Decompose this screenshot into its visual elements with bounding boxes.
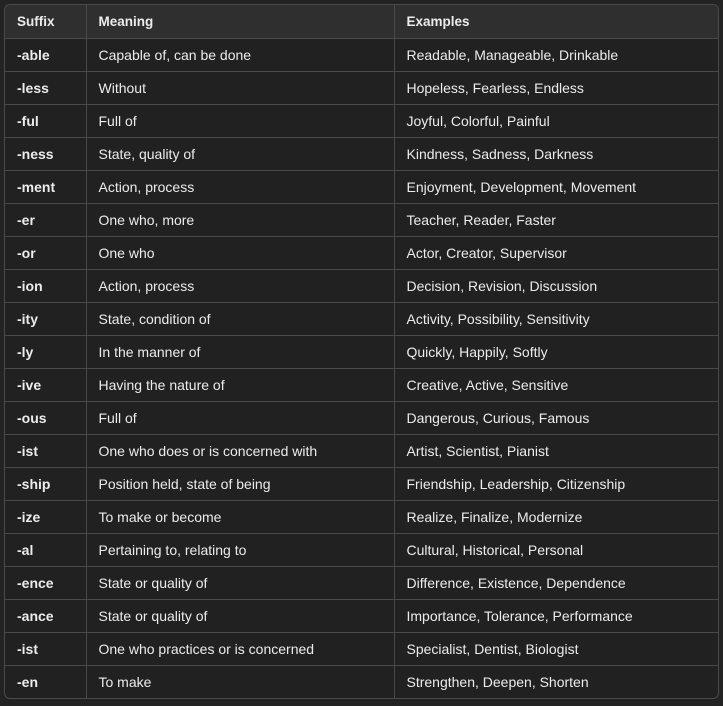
cell-meaning: One who practices or is concerned bbox=[86, 633, 394, 666]
header-examples: Examples bbox=[394, 5, 718, 39]
cell-suffix: -ful bbox=[5, 105, 86, 138]
cell-examples: Teacher, Reader, Faster bbox=[394, 204, 718, 237]
cell-meaning: Without bbox=[86, 72, 394, 105]
cell-examples: Readable, Manageable, Drinkable bbox=[394, 39, 718, 72]
cell-examples: Importance, Tolerance, Performance bbox=[394, 600, 718, 633]
table-row bbox=[5, 39, 718, 72]
cell-examples: Realize, Finalize, Modernize bbox=[394, 501, 718, 534]
header-row bbox=[5, 5, 718, 39]
table-row bbox=[5, 633, 718, 666]
table-row bbox=[5, 72, 718, 105]
cell-suffix: -ist bbox=[5, 435, 86, 468]
cell-meaning: Having the nature of bbox=[86, 369, 394, 402]
cell-suffix: -al bbox=[5, 534, 86, 567]
header-meaning: Meaning bbox=[86, 5, 394, 39]
cell-examples: Hopeless, Fearless, Endless bbox=[394, 72, 718, 105]
cell-suffix: -er bbox=[5, 204, 86, 237]
cell-suffix: -able bbox=[5, 39, 86, 72]
cell-suffix: -or bbox=[5, 237, 86, 270]
cell-meaning: State, quality of bbox=[86, 138, 394, 171]
cell-meaning: One who bbox=[86, 237, 394, 270]
suffix-table bbox=[5, 5, 718, 698]
cell-suffix: -ity bbox=[5, 303, 86, 336]
cell-meaning: One who does or is concerned with bbox=[86, 435, 394, 468]
table-row bbox=[5, 336, 718, 369]
cell-examples: Enjoyment, Development, Movement bbox=[394, 171, 718, 204]
cell-meaning: State, condition of bbox=[86, 303, 394, 336]
table-row bbox=[5, 435, 718, 468]
table-body bbox=[5, 39, 718, 699]
cell-suffix: -ment bbox=[5, 171, 86, 204]
table-row bbox=[5, 303, 718, 336]
cell-meaning: To make bbox=[86, 666, 394, 699]
cell-meaning: State or quality of bbox=[86, 600, 394, 633]
cell-examples: Specialist, Dentist, Biologist bbox=[394, 633, 718, 666]
table-row bbox=[5, 666, 718, 699]
cell-meaning: One who, more bbox=[86, 204, 394, 237]
cell-suffix: -ize bbox=[5, 501, 86, 534]
table-header bbox=[5, 5, 718, 39]
cell-suffix: -ous bbox=[5, 402, 86, 435]
cell-meaning: Action, process bbox=[86, 171, 394, 204]
cell-examples: Cultural, Historical, Personal bbox=[394, 534, 718, 567]
cell-suffix: -ly bbox=[5, 336, 86, 369]
cell-meaning: State or quality of bbox=[86, 567, 394, 600]
cell-meaning: Action, process bbox=[86, 270, 394, 303]
cell-examples: Difference, Existence, Dependence bbox=[394, 567, 718, 600]
cell-suffix: -ness bbox=[5, 138, 86, 171]
table-row bbox=[5, 171, 718, 204]
cell-suffix: -en bbox=[5, 666, 86, 699]
table-row bbox=[5, 402, 718, 435]
cell-suffix: -ist bbox=[5, 633, 86, 666]
cell-meaning: Capable of, can be done bbox=[86, 39, 394, 72]
cell-meaning: In the manner of bbox=[86, 336, 394, 369]
cell-examples: Dangerous, Curious, Famous bbox=[394, 402, 718, 435]
suffix-table-container bbox=[4, 4, 719, 699]
cell-meaning: Full of bbox=[86, 402, 394, 435]
cell-examples: Activity, Possibility, Sensitivity bbox=[394, 303, 718, 336]
table-row bbox=[5, 567, 718, 600]
table-row bbox=[5, 468, 718, 501]
table-row bbox=[5, 369, 718, 402]
table-row bbox=[5, 138, 718, 171]
cell-examples: Decision, Revision, Discussion bbox=[394, 270, 718, 303]
header-suffix: Suffix bbox=[5, 5, 86, 39]
cell-suffix: -less bbox=[5, 72, 86, 105]
cell-meaning: Full of bbox=[86, 105, 394, 138]
cell-examples: Artist, Scientist, Pianist bbox=[394, 435, 718, 468]
cell-meaning: Position held, state of being bbox=[86, 468, 394, 501]
cell-suffix: -ion bbox=[5, 270, 86, 303]
cell-examples: Creative, Active, Sensitive bbox=[394, 369, 718, 402]
table-row bbox=[5, 501, 718, 534]
cell-examples: Quickly, Happily, Softly bbox=[394, 336, 718, 369]
table-row bbox=[5, 237, 718, 270]
cell-suffix: -ship bbox=[5, 468, 86, 501]
cell-suffix: -ive bbox=[5, 369, 86, 402]
cell-examples: Strengthen, Deepen, Shorten bbox=[406, 674, 589, 690]
cell-suffix: -ence bbox=[5, 567, 86, 600]
cell-suffix: -ance bbox=[5, 600, 86, 633]
cell-meaning: Pertaining to, relating to bbox=[86, 534, 394, 567]
cell-examples: Actor, Creator, Supervisor bbox=[394, 237, 718, 270]
cell-examples: Friendship, Leadership, Citizenship bbox=[394, 468, 718, 501]
table-row bbox=[5, 600, 718, 633]
cell-examples: Joyful, Colorful, Painful bbox=[394, 105, 718, 138]
cell-meaning: To make or become bbox=[86, 501, 394, 534]
table-row bbox=[5, 270, 718, 303]
table-row bbox=[5, 204, 718, 237]
cell-examples: Kindness, Sadness, Darkness bbox=[394, 138, 718, 171]
table-row bbox=[5, 105, 718, 138]
table-row bbox=[5, 534, 718, 567]
